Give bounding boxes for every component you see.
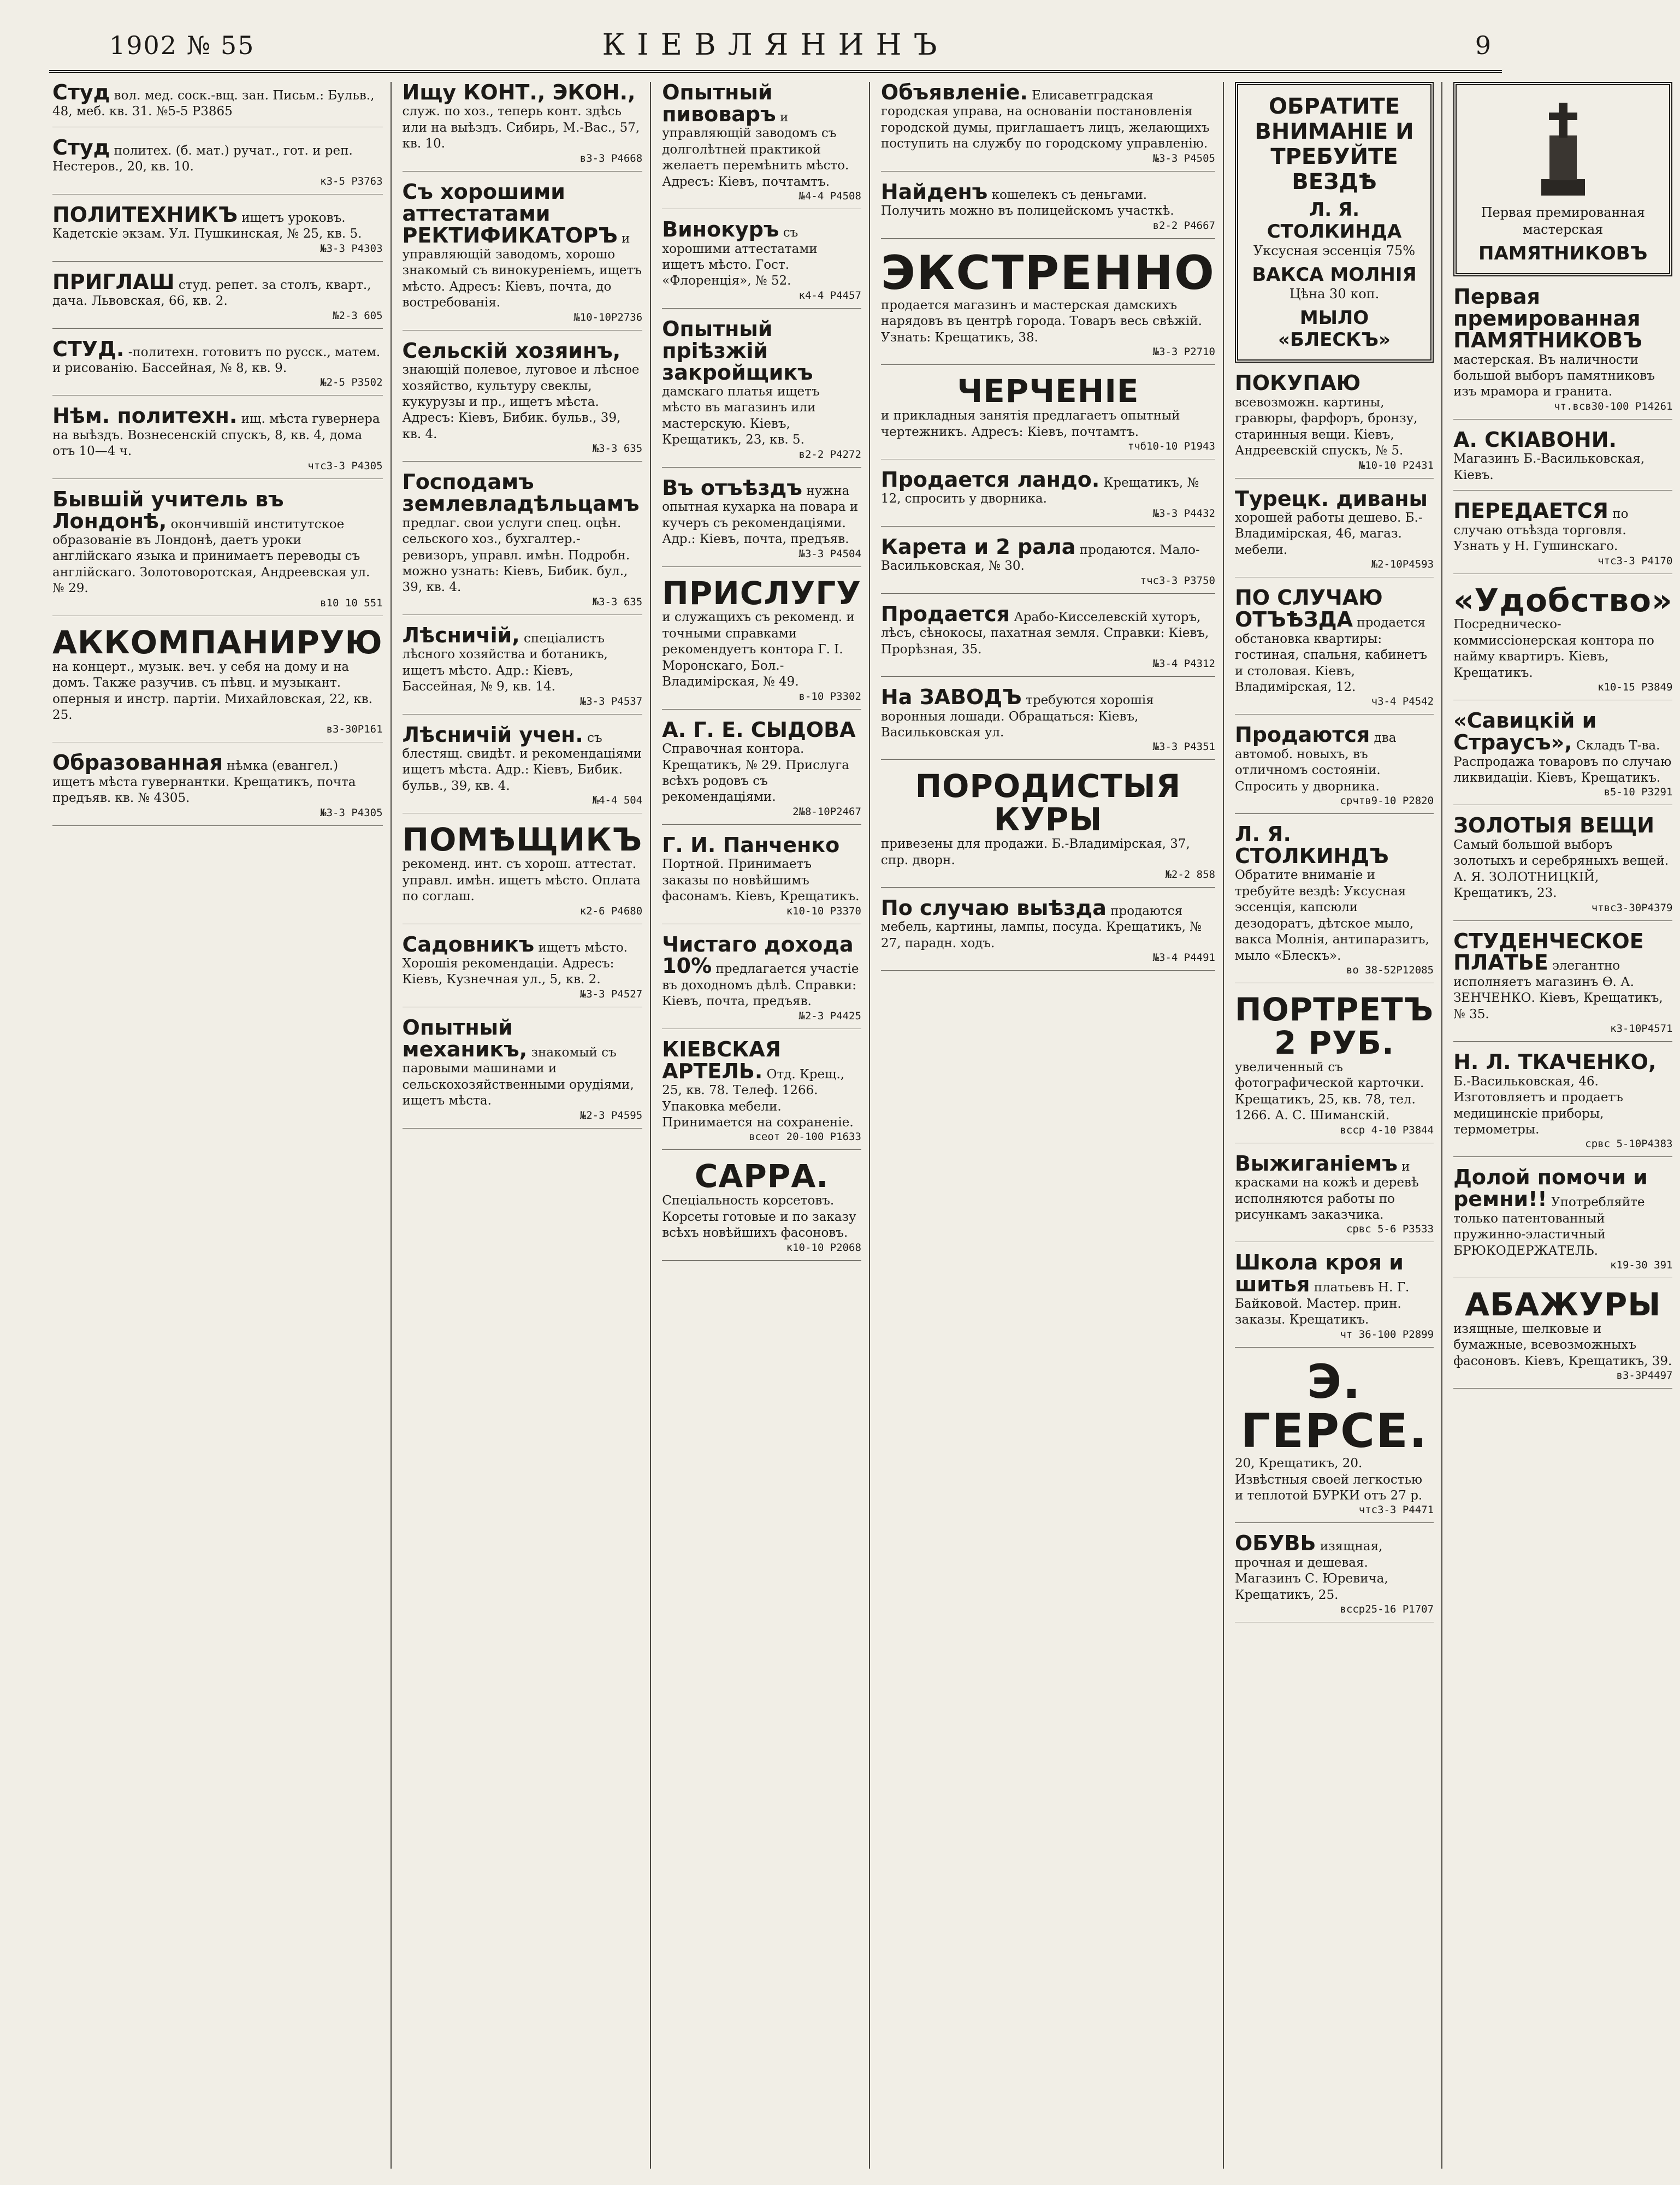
ad-text: продается обстановка квартиры: гостиная, спальня, кабинетъ и столовая. Кіевъ, Владимірская, 12. <box>1234 616 1428 694</box>
ad-heading: А. Г. Е. СЫДОВА <box>662 717 856 742</box>
ad-text: изящная, прочная и дешевая. Магазинъ С. Юревича, Крещатикъ, 25. <box>1234 1539 1388 1602</box>
advertisement <box>52 489 383 616</box>
ad-text: Арабо-Кисселевскій хуторъ, лѣсъ, сѣнокосы, пахатная земля. Справки: Кіевъ, Прорѣзная, 35. <box>880 610 1209 657</box>
ad-code: №10-10 Р2431 <box>1358 459 1434 471</box>
ad-heading: Л. Я. СТОЛКИНДЪ <box>1234 822 1389 869</box>
ad-text: студ. репет. за столъ, кварт., дача. Львовская, 66, кв. 2. <box>52 277 371 309</box>
advertisement <box>662 832 861 924</box>
ad-heading: Опытный пивоваръ <box>662 80 776 126</box>
ad-heading: Карета и 2 рала <box>880 534 1076 559</box>
ad-text: нужна опытная кухарка на повара и кучеръ съ рекомендаціями. Адр.: Кіевъ, почта, предъяв. <box>662 483 859 547</box>
ad-code: срвс 5-10Р4383 <box>1585 1138 1673 1150</box>
advertisement <box>662 934 861 1029</box>
advertisement <box>662 82 861 209</box>
ad-code: чтвс3-30Р4379 <box>1591 901 1673 914</box>
ad-heading: Чистаго дохода 10% <box>662 932 854 978</box>
advertisement <box>52 623 383 743</box>
ad-code: №3-4 Р4491 <box>1152 952 1215 964</box>
ad-text: и прикладныя занятія предлагаетъ опытный чертежникъ. Адресъ: Кіевъ, почтамтъ. <box>880 409 1180 439</box>
advertisement <box>662 1160 861 1260</box>
ad-code: в-10 Р3302 <box>798 690 861 702</box>
advertisement <box>1453 931 1672 1042</box>
advertisement <box>1234 1354 1434 1523</box>
ad-heading: Образованная <box>52 751 223 775</box>
advertisement <box>1453 500 1672 574</box>
ad-code: №10-10Р2736 <box>573 311 643 323</box>
ad-text: изящные, шелковые и бумажные, всевозможныхъ фасоновъ. Кіевъ, Крещатикъ, 39. <box>1453 1321 1672 1368</box>
ad-text: окончившій институтское образованіе въ Лондонѣ, даетъ уроки англійскаго языка и принимаетъ переводы съ англійскаго. Золотоворотская, Андреевская ул. № 29. <box>52 517 370 596</box>
ad-heading: ЗОЛОТЫЯ ВЕЩИ <box>1453 813 1655 838</box>
stolkind-advertisement <box>1235 82 1434 363</box>
ad-heading: Нѣм. политехн. <box>52 404 238 428</box>
ad-text: рекоменд. инт. съ хорош. аттестат. управл. имѣн. ищетъ мѣсто. Оплата по соглаш. <box>402 857 641 904</box>
advertisement <box>52 137 383 194</box>
stolkind-title: ОБРАТИТЕ ВНИМАНІЕ И ТРЕБУЙТЕ ВЕЗДѢ <box>1255 94 1414 194</box>
column-5 <box>1232 82 1442 2169</box>
ad-code: №2-3 Р4595 <box>579 1109 643 1121</box>
ad-text: предлаг. свои услуги спец. оцѣн. сельского хоз., бухгалтер.-ревизоръ, управл. имѣн. Подробн. можно узнать: Кіевъ, Бибик. бул., 39, кв. 4. <box>402 516 630 595</box>
monument-advertisement <box>1453 82 1672 276</box>
ad-code: срвс 5-6 Р3533 <box>1346 1223 1434 1236</box>
ad-code: к2-6 Р4680 <box>579 905 643 917</box>
ad-heading: Садовникъ <box>402 932 535 956</box>
ad-text: Спеціальность корсетовъ. Корсеты готовые и по заказу всѣхъ новѣйшихъ фасоновъ. <box>662 1194 856 1241</box>
advertisement <box>403 724 643 814</box>
ad-text: по случаю отъѣзда торговля. Узнать у Н. Гушинскаго. <box>1453 507 1629 554</box>
stolkind-line-1: Уксусная эссенція 75% <box>1253 243 1416 258</box>
advertisement <box>662 318 861 468</box>
ad-heading: Бывшій учитель въ Лондонѣ, <box>52 487 284 533</box>
advertisement <box>880 245 1215 365</box>
ad-text: Отд. Крещ., 25, кв. 78. Телеф. 1266. Упаковка мебели. Принимается на сохраненіе. <box>662 1067 854 1130</box>
advertisement <box>52 82 383 127</box>
ad-heading: Н. Л. ТКАЧЕНКО, <box>1453 1050 1657 1074</box>
ad-text: ищ. мѣста гувернера на выѣздъ. Вознесенскій спускъ, 8, кв. 4, дома отъ 10—4 ч. <box>52 412 380 459</box>
ad-heading: Ищу КОНТ., ЭКОН., <box>402 80 636 104</box>
ad-code: чт.всв30-100 Р14261 <box>1554 400 1673 412</box>
ad-text: вол. мед. соск.-вщ. зан. Письм.: Бульв., 48, меб. кв. 31. №5-5 Р3865 <box>52 88 375 119</box>
ad-heading: Сельскій хозяинъ, <box>402 338 621 363</box>
advertisement <box>881 897 1215 971</box>
ad-heading: ПРИСЛУГУ <box>662 574 861 612</box>
ad-code: №3-3 Р4303 <box>320 242 383 255</box>
advertisement <box>1235 587 1434 714</box>
ad-text: знающій полевое, луговое и лѣсное хозяйство, культуру свеклы, кукурузы и пр., ищетъ мѣста. Адресъ: Кіевъ, Бибик. бульв., 39, кв. 4. <box>402 363 640 441</box>
ad-text: нѣмка (евангел.) ищетъ мѣста гувернантки. Крещатикъ, почта предъяв. кв. № 4305. <box>52 759 356 806</box>
ad-heading: ПО СЛУЧАЮ ОТЪѢЗДА <box>1234 586 1383 632</box>
advertisement <box>403 1017 643 1129</box>
ad-code: во 38-52Р12085 <box>1346 964 1434 977</box>
advertisement <box>1235 488 1434 578</box>
ad-heading: На ЗАВОДЪ <box>880 685 1022 710</box>
advertisement <box>52 204 383 262</box>
ad-code: к4-4 Р4457 <box>798 289 861 302</box>
ad-heading: Первая премированная ПАМЯТНИКОВЪ <box>1453 285 1642 353</box>
ad-code: №3-3 Р4505 <box>1152 152 1215 164</box>
ad-heading: Продаются <box>1234 723 1370 747</box>
advertisement <box>52 336 383 396</box>
ad-code: к10-10 Р2068 <box>786 1241 861 1254</box>
ad-code: №2-10Р4593 <box>1371 558 1434 571</box>
ad-heading: «Савицкій и Страусъ», <box>1453 708 1597 755</box>
ad-text: 20, Крещатикъ, 20. Извѣстныя своей легкостью и теплотой БУРКИ отъ 27 р. <box>1234 1456 1423 1503</box>
ad-heading: Объявленіе. <box>880 80 1028 104</box>
ad-text: и красками на кожѣ и деревѣ исполняются работы по рисункамъ заказчика. <box>1234 1159 1419 1222</box>
ad-heading: СТУДЕНЧЕСКОЕ ПЛАТЬЕ <box>1453 929 1644 975</box>
advertisement <box>403 471 643 615</box>
ad-text: спеціалистъ лѣсного хозяйства и ботаникъ, ищетъ мѣсто. Адр.: Кіевъ, Бассейная, № 9, кв. 14. <box>402 631 608 694</box>
advertisement <box>1453 710 1672 805</box>
monument-subtitle: мастерская <box>1523 222 1604 238</box>
ad-code: чтс3-3 Р4305 <box>307 459 383 472</box>
ad-text: увеличенный съ фотографической карточки. Крещатикъ, 25, кв. 78, тел. 1266. А. С. Шиманскій. <box>1234 1060 1424 1123</box>
advertisement <box>1235 824 1434 983</box>
advertisement <box>1235 993 1434 1143</box>
ad-code: №3-3 635 <box>592 442 643 455</box>
ad-heading: Студ <box>52 135 110 160</box>
ad-heading: Студ <box>52 80 110 104</box>
stolkind-line-4: МЫЛО «БЛЕСКЪ» <box>1278 307 1391 351</box>
advertisement <box>1235 724 1434 814</box>
ad-text: съ блестящ. свидѣт. и рекомендаціями ищетъ мѣста. Адр.: Кіевъ, Бибик. бульв., 39, кв. 4. <box>402 730 642 793</box>
column-3 <box>659 82 870 2169</box>
advertisement <box>1235 1533 1434 1622</box>
ad-text: и служащихъ съ рекоменд. и точными справками рекомендуетъ контора Г. I. Моронскаго, Бол.-Владимірская, № 49. <box>662 610 855 689</box>
ad-heading: Школа кроя и шитья <box>1234 1250 1404 1297</box>
ad-code: всеот 20-100 Р1633 <box>749 1131 861 1143</box>
ad-text: Магазинъ Б.-Васильковская, Кіевъ. <box>1453 452 1645 482</box>
ad-text: Крещатикъ, № 12, спросить у дворника. <box>880 476 1199 506</box>
ad-text: Употребляйте только патентованный пружинно-эластичный БРЮКОДЕРЖАТЕЛЬ. <box>1453 1195 1645 1258</box>
ad-text: знакомый съ паровыми машинами и сельскохозяйственными орудіями, ищетъ мѣста. <box>402 1045 634 1108</box>
ad-text: -политехн. готовитъ по русск., матем. и рисованію. Бассейная, № 8, кв. 9. <box>52 345 381 375</box>
advertisement <box>1453 1167 1672 1278</box>
ad-text: Б.-Васильковская, 46. Изготовляетъ и продаетъ медицинскіе приборы, термометры. <box>1453 1074 1623 1137</box>
ad-code: тчс3-3 Р3750 <box>1140 574 1215 587</box>
ad-code: чтс3-3 Р4471 <box>1358 1504 1434 1516</box>
ad-text: дамскаго платья ищетъ мѣсто въ магазинъ или мастерскую. Кіевъ, Крещатикъ, 23, кв. 5. <box>662 385 820 447</box>
column-6 <box>1450 82 1680 2169</box>
newspaper-title: КІЕВЛЯНИНЪ <box>602 27 949 62</box>
advertisement <box>662 574 861 710</box>
ad-text: мастерская. Въ наличности большой выборъ памятниковъ изъ мрамора и гранита. <box>1453 352 1655 399</box>
ad-heading: ПОМѢЩИКЪ <box>402 821 643 859</box>
ad-code: в3-3 Р4668 <box>579 152 643 164</box>
ad-heading: АБАЖУРЫ <box>1465 1286 1661 1324</box>
advertisement <box>881 82 1215 172</box>
ad-text: ищетъ мѣсто. Хорошія рекомендаціи. Адресъ: Кіевъ, Кузнечная ул., 5, кв. 2. <box>402 940 628 987</box>
advertisement <box>403 340 643 462</box>
column-2 <box>399 82 652 2169</box>
ad-code: №3-3 Р2710 <box>1152 346 1215 358</box>
ad-code: №2-2 858 <box>1165 869 1215 881</box>
advertisement <box>403 934 643 1007</box>
ad-text: хорошей работы дешево. Б.-Владимірская, 46, магаз. мебели. <box>1234 511 1423 557</box>
ad-code: срчтв9-10 Р2820 <box>1340 795 1434 807</box>
monument-name: ПАМЯТНИКОВЪ <box>1478 243 1648 265</box>
ad-heading: Выжиганіемъ <box>1234 1151 1398 1176</box>
ad-heading: КІЕВСКАЯ АРТЕЛЬ. <box>662 1037 781 1083</box>
ad-text: Справочная контора. Крещатикъ, № 29. Прислуга всѣхъ родовъ съ рекомендаціями. <box>662 742 849 805</box>
ad-code: №3-3 Р4351 <box>1152 741 1215 753</box>
advertisement <box>403 625 643 714</box>
issue-number: 1902 № 55 <box>109 31 255 60</box>
ad-heading: Э. ГЕРСЕ. <box>1240 1354 1428 1458</box>
masthead <box>49 22 1502 73</box>
ad-heading: ПОРТРЕТЪ 2 РУБ. <box>1234 991 1434 1061</box>
ad-code: в2-2 Р4272 <box>798 448 861 460</box>
ad-heading: ЭКСТРЕННО <box>880 245 1215 300</box>
ad-heading: Найденъ <box>880 179 988 204</box>
ad-heading: ЧЕРЧЕНІЕ <box>957 373 1139 410</box>
ad-heading: ПОКУПАЮ <box>1234 371 1361 395</box>
advertisement <box>662 1039 861 1150</box>
ad-heading: Съ хорошими аттестатами РЕКТИФИКАТОРЪ <box>402 179 618 247</box>
advertisement <box>1453 286 1672 420</box>
ad-heading: ПОЛИТЕХНИКЪ <box>52 202 238 227</box>
ad-text: два автомоб. новыхъ, въ отличномъ состояніи. Спросить у дворника. <box>1234 731 1397 794</box>
stolkind-brand: Л. Я. СТОЛКИНДА <box>1267 199 1402 243</box>
ad-heading: ПОРОДИСТЫЯ КУРЫ <box>915 767 1181 838</box>
ad-heading: Долой помочи и ремни!! <box>1453 1165 1648 1212</box>
ad-text: политех. (б. мат.) ручат., гот. и реп. Нестеров., 20, кв. 10. <box>52 143 353 174</box>
ad-code: №2-5 Р3502 <box>320 376 383 389</box>
ad-text: съ хорошими аттестатами ищетъ мѣсто. Гост. «Флоренція», № 52. <box>662 226 818 288</box>
ad-text: всевозможн. картины, гравюры, фарфоръ, бронзу, старинныя вещи. Кіевъ, Андреевскій спускъ, № 5. <box>1234 395 1418 458</box>
advertisement <box>880 767 1215 888</box>
monument-illustration <box>1525 97 1601 201</box>
ad-text: элегантно исполняетъ магазинъ Ѳ. А. ЗЕНЧЕНКО. Кіевъ, Крещатикъ, № 35. <box>1453 959 1663 1021</box>
ad-code: №3-3 Р4305 <box>320 806 383 819</box>
ad-text: требуются хорошія воронныя лошади. Обращаться: Кіевъ, Васильковская ул. <box>880 693 1154 740</box>
stolkind-line-2: ВАКСА МОЛНІЯ <box>1252 264 1417 286</box>
ad-heading: А. СКІАВОНИ. <box>1453 427 1617 452</box>
ad-code: к3-5 Р3763 <box>320 175 383 187</box>
advertisement <box>662 219 861 309</box>
advertisement <box>880 601 1215 677</box>
ad-text: кошелекъ съ деньгами. Получить можно въ полицейскомъ участкѣ. <box>880 187 1174 218</box>
ad-code: №3-4 Р4312 <box>1152 658 1215 670</box>
advertisement <box>403 823 643 924</box>
ad-code: №4-4 Р4508 <box>798 190 861 203</box>
ad-heading: Въ отъѣздъ <box>662 475 802 500</box>
ad-heading: СТУД. <box>52 336 125 361</box>
ad-text: Самый большой выборъ золотыхъ и серебряныхъ вещей. А. Я. ЗОЛОТНИЦКІЙ, Крещатикъ, 23. <box>1453 837 1669 901</box>
ad-text: Обратите вниманіе и требуйте вездѣ: Уксусная эссенція, капсюли дезодоратъ, дѣтское мыло, вакса Молнія, антипаразитъ, мыло «Блескъ». <box>1234 868 1429 963</box>
ad-text: на концерт., музык. веч. у себя на дому и на домъ. Также разучив. съ пѣвц. и музыкант. оперныя и инстр. партіи. Михайловская, 22, кв. 25. <box>52 659 372 722</box>
advertisement <box>881 469 1215 527</box>
ad-text: ищетъ уроковъ. Кадетскіе экзам. Ул. Пушкинская, № 25, кв. 5. <box>52 210 362 241</box>
advertisement <box>52 752 383 825</box>
ad-heading: ПЕРЕДАЕТСЯ <box>1453 499 1608 523</box>
ad-code: к10-10 Р3370 <box>786 905 861 917</box>
ad-heading: АККОМПАНИРУЮ <box>52 623 383 661</box>
ad-text: продаются. Мало-Васильковская, № 30. <box>880 542 1200 574</box>
advertisement <box>1453 581 1673 701</box>
advertisement <box>1235 1252 1434 1347</box>
ad-code: всср 4-10 Р3844 <box>1340 1124 1434 1136</box>
ad-text: Складъ Т-ва. Распродажа товаровъ по случаю ликвидаціи. Кіевъ, Крещатикъ. <box>1453 739 1672 785</box>
page-number: 9 <box>1475 31 1491 60</box>
ad-heading: Опытный механикъ, <box>402 1015 528 1061</box>
ad-heading: «Удобство» <box>1453 581 1673 619</box>
ad-heading: По случаю выѣзда <box>880 896 1107 920</box>
column-1 <box>49 82 392 2169</box>
ad-text: привезены для продажи. Б.-Владимірская, 37, спр. дворн. <box>880 837 1190 867</box>
ad-code: №3-3 Р4527 <box>579 988 643 1000</box>
advertisement <box>881 687 1215 760</box>
ad-heading: Опытный пріѣзжій закройщикъ <box>662 316 813 385</box>
ad-code: 2№8-10Р2467 <box>792 805 861 818</box>
ad-heading: Господамъ землевладѣльцамъ <box>402 470 640 516</box>
ad-text: платьевъ Н. Г. Байковой. Мастер. прин. заказы. Крещатикъ. <box>1234 1280 1410 1327</box>
ad-heading: Винокуръ <box>662 217 779 242</box>
ad-heading: Лѣсничій учен. <box>402 722 583 747</box>
ad-code: №3-3 Р4537 <box>579 695 643 707</box>
ad-code: в5-10 Р3291 <box>1604 786 1673 799</box>
advertisement <box>52 271 383 329</box>
ad-text: и управляющій заводомъ, хорошо знакомый съ винокуреніемъ, ищетъ мѣсто. Адресъ: Кіевъ, почта, до востребованія. <box>402 231 642 310</box>
stolkind-line-3: Цѣна 30 коп. <box>1289 286 1380 302</box>
ad-code: №2-3 Р4425 <box>798 1009 861 1022</box>
advertisement <box>1235 1153 1434 1243</box>
monument-title: Первая премированная <box>1481 205 1645 220</box>
ad-code: к19-30 391 <box>1610 1259 1673 1272</box>
column-4 <box>878 82 1224 2169</box>
advertisement <box>881 536 1215 594</box>
ad-text: предлагается участіе въ доходномъ дѣлѣ. Справки: Кіевъ, почта, предъяв. <box>662 962 859 1009</box>
ad-columns <box>49 80 1673 2169</box>
ad-heading: Продается ландо. <box>880 468 1100 492</box>
advertisement <box>52 405 383 479</box>
ad-code: №3-3 635 <box>592 595 643 608</box>
ad-heading: САРРА. <box>694 1158 829 1195</box>
ad-code: чт 36-100 Р2899 <box>1340 1328 1434 1340</box>
advertisement <box>1235 373 1434 478</box>
ad-text: и управляющій заводомъ съ долголѣтней практикой желаетъ перемѣнить мѣсто. Адресъ: Кіевъ, почтамтъ. <box>662 110 849 189</box>
ad-text: продаются мебель, картины, лампы, посуда. Крещатикъ, № 27, парадн. ходъ. <box>880 904 1202 950</box>
ad-heading: ПРИГЛАШ <box>52 269 175 294</box>
ad-code: в10 10 551 <box>320 597 383 609</box>
ad-text: служ. по хоз., теперь конт. здѣсь или на выѣздъ. Сибирь, М.-Вас., 57, кв. 10. <box>402 104 640 151</box>
advertisement <box>403 181 643 330</box>
ad-text: Посредническо-коммиссіонерская контора по найму квартиръ. Кіевъ, Крещатикъ. <box>1453 617 1654 680</box>
advertisement <box>1453 429 1672 491</box>
advertisement <box>881 375 1215 459</box>
advertisement <box>662 477 861 567</box>
ad-heading: Лѣсничій, <box>402 623 520 647</box>
advertisement <box>662 719 861 825</box>
ad-code: к10-15 Р3849 <box>1598 681 1673 694</box>
ad-code: в2-2 Р4667 <box>1152 219 1215 232</box>
ad-text: продается магазинъ и мастерская дамскихъ нарядовъ въ центрѣ города. Товаръ весь свѣжій. Узнать: Крещатикъ, 38. <box>880 298 1202 345</box>
ad-heading: Продается <box>880 601 1010 626</box>
ad-heading: Турецк. диваны <box>1234 486 1428 511</box>
ad-code: №3-3 Р4504 <box>798 547 861 560</box>
ad-code: к3-10Р4571 <box>1610 1023 1673 1035</box>
advertisement <box>1453 815 1672 920</box>
advertisement <box>1453 1052 1672 1157</box>
ad-code: №4-4 504 <box>592 794 643 807</box>
ad-code: №3-3 Р4432 <box>1152 507 1215 519</box>
ad-code: в3-3Р4497 <box>1616 1369 1673 1382</box>
ad-text: Елисаветградская городская управа, на основаніи постановленія городской думы, приглашаетъ лицъ, желающихъ поступить на службу по городскому управленію. <box>880 88 1210 151</box>
ad-code: всср25-16 Р1707 <box>1340 1603 1434 1616</box>
ad-text: Портной. Принимаетъ заказы по новѣйшимъ фасонамъ. Кіевъ, Крещатикъ. <box>662 857 860 904</box>
ad-heading: Г. И. Панченко <box>662 832 840 857</box>
advertisement <box>881 181 1215 239</box>
ad-code: в3-30Р161 <box>326 723 383 736</box>
advertisement <box>403 82 643 172</box>
ad-code: тчб10-10 Р1943 <box>1127 440 1215 452</box>
ad-code: ч3-4 Р4542 <box>1371 695 1434 708</box>
ad-code: чтс3-3 Р4170 <box>1598 554 1673 567</box>
advertisement <box>1453 1288 1672 1389</box>
ad-code: №2-3 605 <box>333 309 383 322</box>
ad-heading: ОБУВЬ <box>1234 1531 1316 1556</box>
